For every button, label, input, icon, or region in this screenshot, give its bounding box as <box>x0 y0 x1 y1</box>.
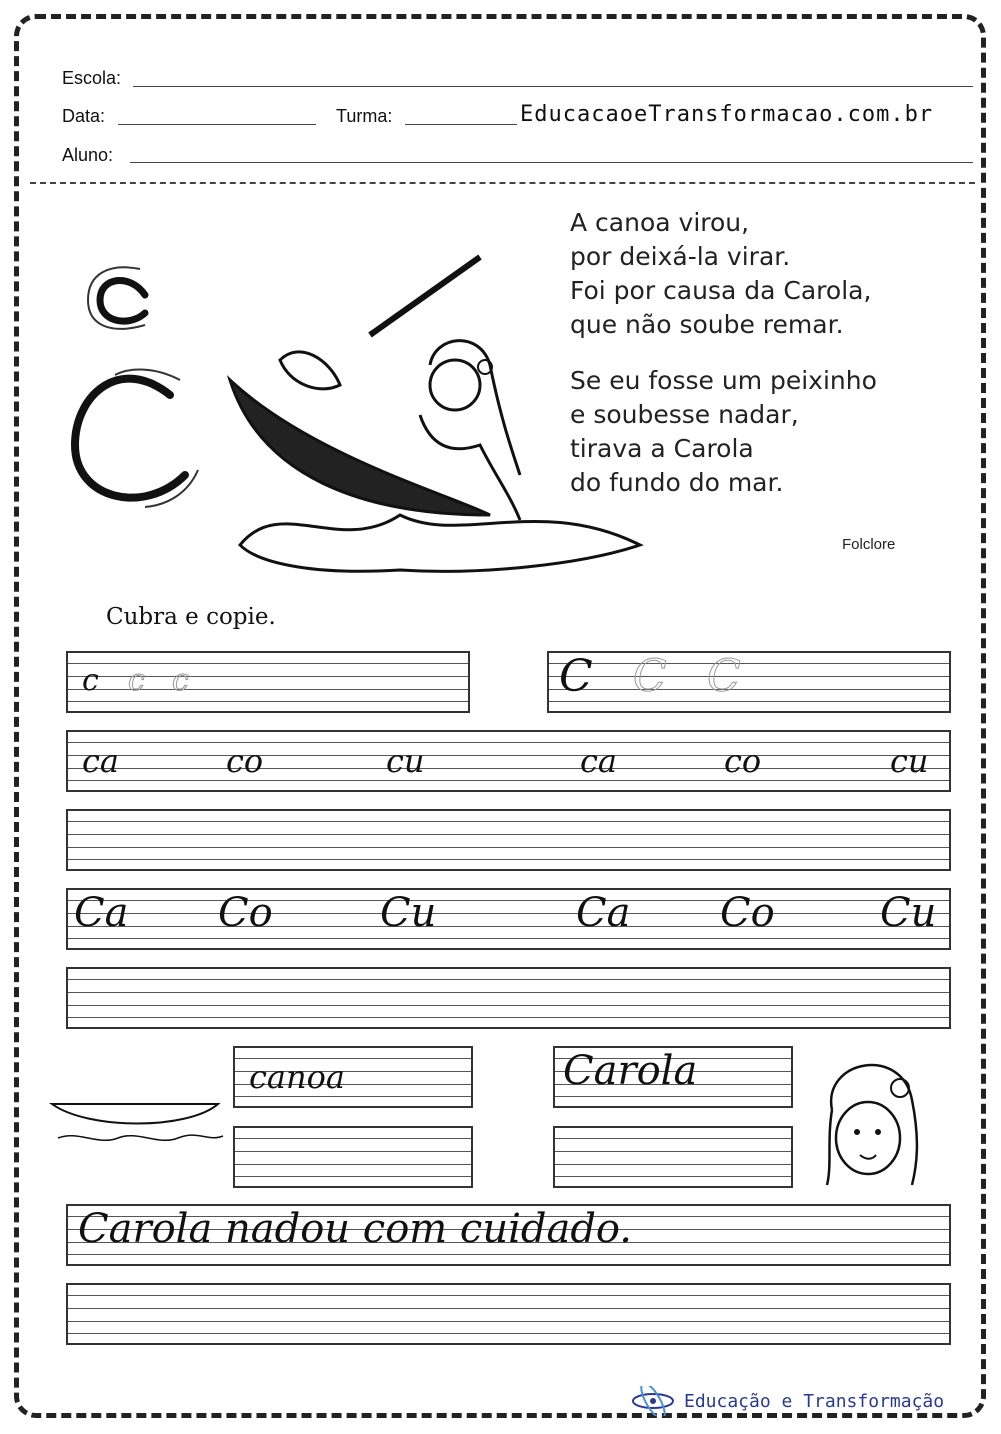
writing-box-blank[interactable] <box>66 1283 951 1345</box>
syllable: ca <box>580 742 617 780</box>
class-label: Turma: <box>336 106 393 126</box>
writing-box-word-carola[interactable] <box>553 1046 793 1108</box>
class-line <box>405 124 517 125</box>
poem-stanza-2 <box>570 364 877 500</box>
student-label: Aluno: <box>62 145 114 165</box>
upper-c-trace: C <box>707 651 741 702</box>
lower-c-trace: c <box>172 663 189 698</box>
writing-box-blank[interactable] <box>553 1126 793 1188</box>
footer-brand-text: Educação e Transformação <box>684 1390 945 1412</box>
poem-line: por deixá-la virar. <box>570 242 791 271</box>
letter-c-stroke-guide-icon <box>60 255 220 525</box>
girl-face-icon <box>812 1040 924 1190</box>
syllable: ca <box>82 742 119 780</box>
lower-c-trace: c <box>128 663 145 698</box>
writing-box-lower-c[interactable] <box>66 651 470 713</box>
writing-box-blank[interactable] <box>66 809 951 871</box>
syllable: co <box>226 742 264 780</box>
syllable: Ca <box>74 890 129 936</box>
upper-c-model: C <box>559 651 593 702</box>
writing-box-blank[interactable] <box>233 1126 473 1188</box>
poem-author: Folclore <box>842 536 896 553</box>
school-label: Escola: <box>62 68 122 88</box>
writing-box-upper-c[interactable] <box>547 651 951 713</box>
sentence-model: Carola nadou com cuidado. <box>78 1206 633 1252</box>
syllable: Cu <box>380 890 437 936</box>
site-url: EducacaoeTransformacao.com.br <box>520 102 934 127</box>
student-line <box>130 162 973 163</box>
header-separator <box>30 182 975 184</box>
poem-line: do fundo do mar. <box>570 468 784 497</box>
writing-box-blank[interactable] <box>66 967 951 1029</box>
writing-box-upper-syllables[interactable] <box>66 888 951 950</box>
poem-stanza-1 <box>570 206 877 342</box>
syllable: cu <box>386 742 425 780</box>
instruction-text: Cubra e copie. <box>106 604 276 630</box>
poem-line: tirava a Carola <box>570 434 754 463</box>
poem-line: A canoa virou, <box>570 208 750 237</box>
poem-line: e soubesse nadar, <box>570 400 799 429</box>
writing-box-word-canoa[interactable] <box>233 1046 473 1108</box>
upper-c-trace: C <box>633 651 667 702</box>
syllable: Co <box>720 890 775 936</box>
word-carola: Carola <box>563 1048 698 1094</box>
poem-line: Foi por causa da Carola, <box>570 276 872 305</box>
date-label: Data: <box>62 106 106 126</box>
lower-c-model: c <box>82 663 99 698</box>
writing-box-lower-syllables[interactable] <box>66 730 951 792</box>
syllable: cu <box>890 742 929 780</box>
date-line <box>118 124 316 125</box>
poem-line: que não soube remar. <box>570 310 844 339</box>
syllable: co <box>724 742 762 780</box>
word-canoa: canoa <box>249 1058 345 1096</box>
poem <box>570 206 877 522</box>
brand-logo-icon <box>630 1386 676 1416</box>
syllable: Cu <box>880 890 937 936</box>
syllable: Co <box>218 890 273 936</box>
school-line <box>133 86 973 87</box>
footer-brand <box>630 1386 944 1416</box>
boat-icon <box>48 1090 226 1150</box>
writing-box-sentence[interactable] <box>66 1204 951 1266</box>
poem-line: Se eu fosse um peixinho <box>570 366 877 395</box>
syllable: Ca <box>576 890 631 936</box>
